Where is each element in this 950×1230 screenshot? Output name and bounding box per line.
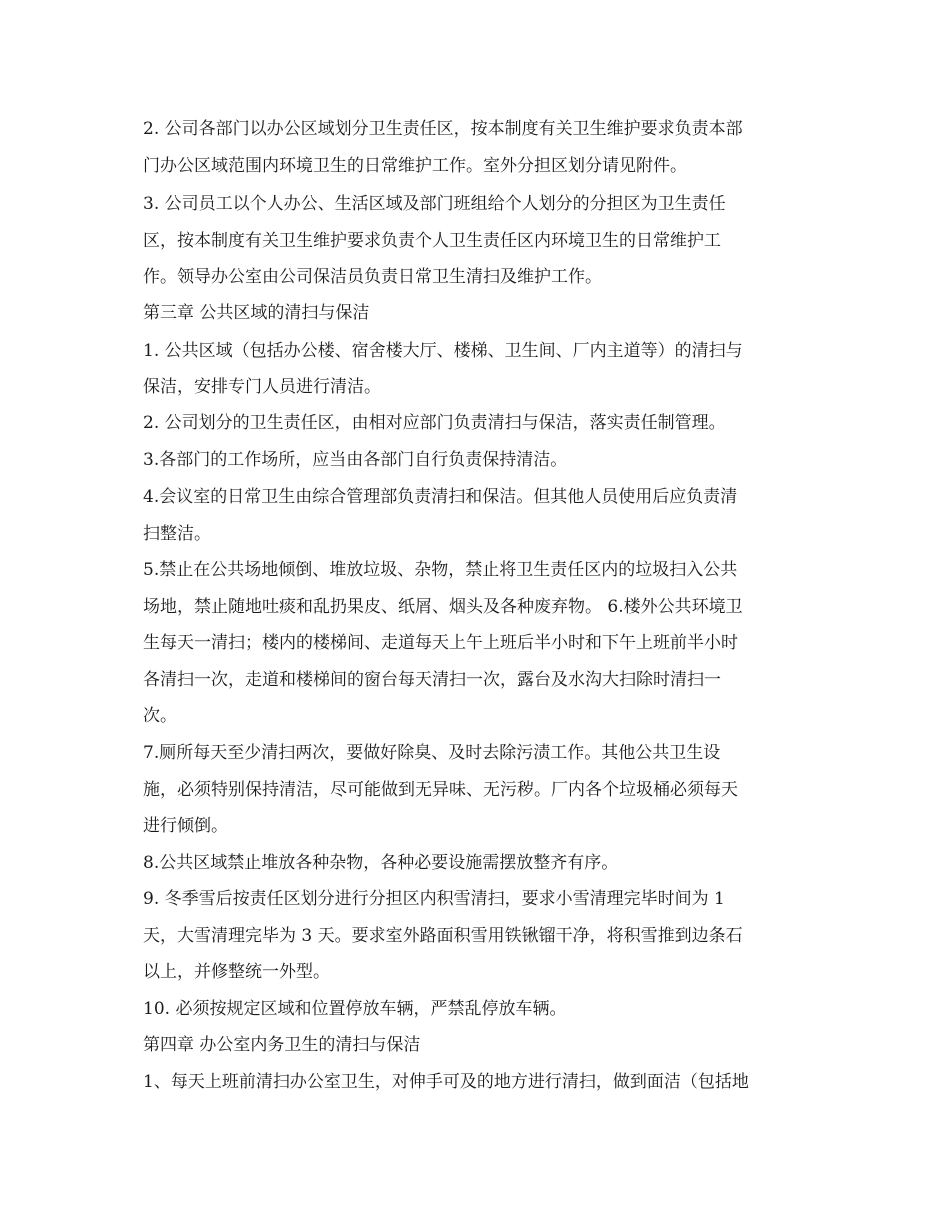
chapter-heading: 第四章 办公室内务卫生的清扫与保洁 — [143, 1035, 421, 1055]
text-line: 2. 公司划分的卫生责任区，由相对应部门负责清扫与保洁，落实责任制管理。 — [143, 413, 726, 433]
text-line: 5.禁止在公共场地倾倒、堆放垃圾、杂物，禁止将卫生责任区内的垃圾扫入公共 — [143, 560, 738, 580]
text-line: 2. 公司各部门以办公区域划分卫生责任区，按本制度有关卫生维护要求负责本部 — [143, 119, 743, 139]
text-line: 4.会议室的日常卫生由综合管理部负责清扫和保洁。但其他人员使用后应负责清 — [143, 487, 738, 507]
text-line: 10. 必须按规定区域和位置停放车辆，严禁乱停放车辆。 — [143, 999, 567, 1019]
text-line: 3. 公司员工以个人办公、生活区域及部门班组给个人划分的分担区为卫生责任 — [143, 194, 726, 214]
text-line: 1、每天上班前清扫办公室卫生，对伸手可及的地方进行清扫，做到面洁（包括地 — [143, 1072, 749, 1092]
text-line: 8.公共区域禁止堆放各种杂物，各种必要设施需摆放整齐有序。 — [143, 853, 619, 873]
text-line: 1. 公共区域（包括办公楼、宿舍楼大厅、楼梯、卫生间、厂内主道等）的清扫与 — [143, 341, 743, 361]
text-line: 保洁，安排专门人员进行清洁。 — [143, 377, 381, 397]
text-line: 门办公区域范围内环境卫生的日常维护工作。室外分担区划分请见附件。 — [143, 156, 687, 176]
text-line: 扫整洁。 — [143, 524, 211, 544]
text-line: 3.各部门的工作场所，应当由各部门自行负责保持清洁。 — [143, 450, 568, 470]
text-line: 区，按本制度有关卫生维护要求负责个人卫生责任区内环境卫生的日常维护工 — [143, 231, 721, 251]
text-line: 场地，禁止随地吐痰和乱扔果皮、纸屑、烟头及各种废弃物。 6.楼外公共环境卫 — [143, 597, 743, 617]
text-line: 生每天一清扫；楼内的楼梯间、走道每天上午上班后半小时和下午上班前半小时 — [143, 633, 738, 653]
text-line: 7.厕所每天至少清扫两次，要做好除臭、及时去除污渍工作。其他公共卫生设 — [143, 743, 721, 763]
text-line: 以上，并修整统一外型。 — [143, 962, 330, 982]
text-line: 9. 冬季雪后按责任区划分进行分担区内积雪清扫，要求小雪清理完毕时间为 1 — [143, 889, 725, 909]
text-line: 施，必须特别保持清洁，尽可能做到无异味、无污秽。厂内各个垃圾桶必须每天 — [143, 780, 738, 800]
text-line: 天，大雪清理完毕为 3 天。要求室外路面积雪用铁锹镏干净，将积雪推到边条石 — [143, 926, 743, 946]
chapter-heading: 第三章 公共区域的清扫与保洁 — [143, 303, 370, 323]
text-line: 作。领导办公室由公司保洁员负责日常卫生清扫及维护工作。 — [143, 267, 602, 287]
text-line: 各清扫一次，走道和楼梯间的窗台每天清扫一次，露台及水沟大扫除时清扫一 — [143, 670, 721, 690]
text-line: 次。 — [143, 706, 177, 726]
text-line: 进行倾倒。 — [143, 816, 228, 836]
